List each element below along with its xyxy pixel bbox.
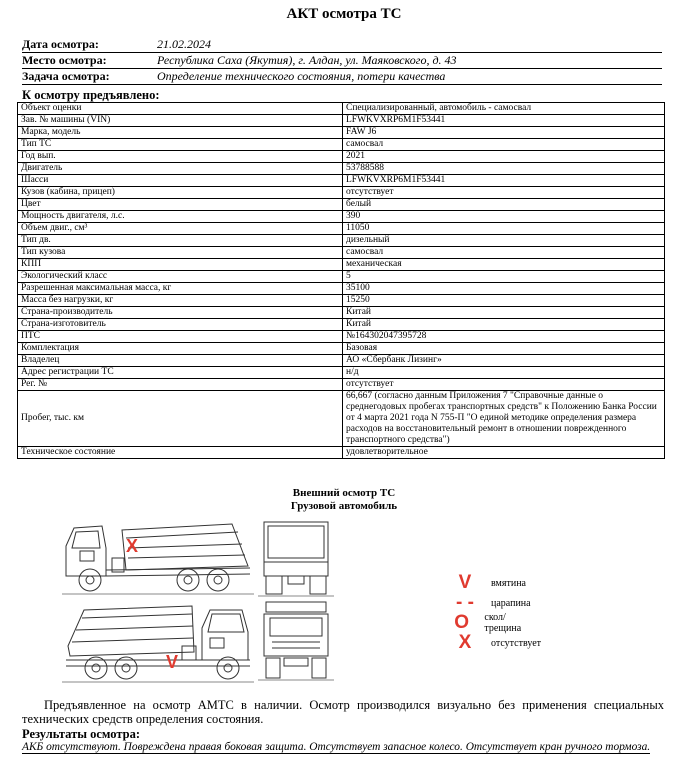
external-title: Внешний осмотр ТС [292,487,396,499]
presented-title: К осмотру предъявлено: [22,88,160,102]
spec-value: самосвал [343,247,665,259]
spec-value: отсутствует [343,379,665,391]
spec-key: КПП [18,259,343,271]
legend-label: царапина [491,597,531,609]
table-row [18,139,665,151]
table-row [18,211,665,223]
spec-value: дизельный [343,235,665,247]
truck-right-side-drawing [62,602,254,684]
table-row [18,307,665,319]
spec-key: Страна-изготовитель [18,319,343,331]
truck-left-side-drawing [62,518,254,598]
spec-key: Комплектация [18,343,343,355]
spec-value: Специализированный, автомобиль - самосвал [343,103,665,115]
legend-label: скол/трещина [484,612,522,634]
spec-value: FAW J6 [343,127,665,139]
spec-key: Объем двиг., см³ [18,223,343,235]
table-row [18,103,665,115]
table-row [18,223,665,235]
spec-value: 35100 [343,283,665,295]
results-title: Результаты осмотра: [22,727,140,741]
table-row [18,127,665,139]
missing-mark-icon: X [126,536,139,556]
spec-key: Адрес регистрации ТС [18,367,343,379]
spec-value: белый [343,199,665,211]
table-row [18,199,665,211]
document-title: АКТ осмотра ТС [286,6,402,22]
spec-value: 5 [343,271,665,283]
meta-value: 21.02.2024 [157,37,211,51]
spec-value: 390 [343,211,665,223]
meta-row-place [22,52,662,69]
table-row [18,115,665,127]
spec-key: Шасси [18,175,343,187]
table-row [18,271,665,283]
meta-label: Место осмотра: [22,53,107,67]
spec-value: самосвал [343,139,665,151]
spec-key: Разрешенная максимальная масса, кг [18,283,343,295]
table-row [18,379,665,391]
table-row [18,283,665,295]
spec-value: Китай [343,319,665,331]
legend-item-scratch [452,592,531,614]
spec-value: LFWKVXRP6M1F53441 [343,115,665,127]
spec-key: Мощность двигателя, л.с. [18,211,343,223]
table-row [18,259,665,271]
spec-value: 53788588 [343,163,665,175]
table-row [18,247,665,259]
spec-value: удовлетворительное [343,447,665,459]
spec-value: №164302047395728 [343,331,665,343]
spec-value: 2021 [343,151,665,163]
spec-value: н/д [343,367,665,379]
legend-item-missing [452,632,541,654]
table-row [18,319,665,331]
missing-icon: X [458,632,472,653]
external-inspection-title [0,487,688,513]
spec-key: Страна-производитель [18,307,343,319]
spec-value: Базовая [343,343,665,355]
meta-row-task [22,68,662,85]
meta-row-date [22,36,662,53]
legend-label: отсутствует [491,637,542,649]
spec-key: Тип ТС [18,139,343,151]
spec-table [17,102,665,459]
table-row [18,295,665,307]
chip-icon: O [454,612,470,633]
spec-key: Марка, модель [18,127,343,139]
table-row [18,163,665,175]
table-row [18,367,665,379]
meta-value: Определение технического состояния, потери качества [157,69,446,83]
legend-label: вмятина [491,577,526,589]
spec-key: Зав. № машины (VIN) [18,115,343,127]
meta-value: Республика Саха (Якутия), г. Алдан, ул. Маяковского, д. 43 [157,53,457,67]
spec-key: ПТС [18,331,343,343]
table-row-condition [18,447,665,459]
table-row [18,331,665,343]
spec-key: Пробег, тыс. км [18,391,343,447]
spec-key: Цвет [18,199,343,211]
table-row [18,355,665,367]
spec-key: Тип кузова [18,247,343,259]
spec-value: LFWKVXRP6M1F53441 [343,175,665,187]
spec-key: Техническое состояние [18,447,343,459]
spec-value: Китай [343,307,665,319]
inspection-paragraph: Предъявленное на осмотр АМТС в наличии. Осмотр производился визуально без применения специальных технических средств определения состояния. [22,698,664,726]
truck-rear-drawing [258,520,334,598]
table-row [18,187,665,199]
spec-key: Масса без нагрузки, кг [18,295,343,307]
spec-value: 15250 [343,295,665,307]
table-row [18,151,665,163]
dent-mark-icon: V [166,652,179,672]
scratch-icon: - - [456,592,474,613]
table-row [18,235,665,247]
table-row [18,175,665,187]
spec-value: АО «Сбербанк Лизинг» [343,355,665,367]
spec-key: Объект оценки [18,103,343,115]
truck-front-drawing [258,600,334,684]
spec-key: Тип дв. [18,235,343,247]
spec-key: Год вып. [18,151,343,163]
external-subtitle: Грузовой автомобиль [290,500,398,512]
table-row-mileage [18,391,665,447]
meta-label: Задача осмотра: [22,69,110,83]
spec-key: Экологический класс [18,271,343,283]
spec-key: Кузов (кабина, прицеп) [18,187,343,199]
spec-value: отсутствует [343,187,665,199]
legend-item-chip [452,612,528,634]
spec-key: Рег. № [18,379,343,391]
table-row [18,343,665,355]
legend-item-dent [452,572,526,594]
spec-key: Двигатель [18,163,343,175]
dent-icon: V [458,572,472,593]
meta-label: Дата осмотра: [22,37,99,51]
spec-value: 11050 [343,223,665,235]
spec-value: 66,667 (согласно данным Приложения 7 "Справочные данные о среднегодовых пробегах транспортных средств" к Положению Банка России от 4 марта 2021 года N 755-П "О единой методике определения размера расходов на восстановительный ремонт в отношении поврежденного транспортного средства") [343,391,665,447]
results-text: АКБ отсутствуют. Повреждена правая боковая защита. Отсутствует запасное колесо. Отсутствует кран ручного тормоза. [22,741,651,753]
spec-value: механическая [343,259,665,271]
spec-key: Владелец [18,355,343,367]
